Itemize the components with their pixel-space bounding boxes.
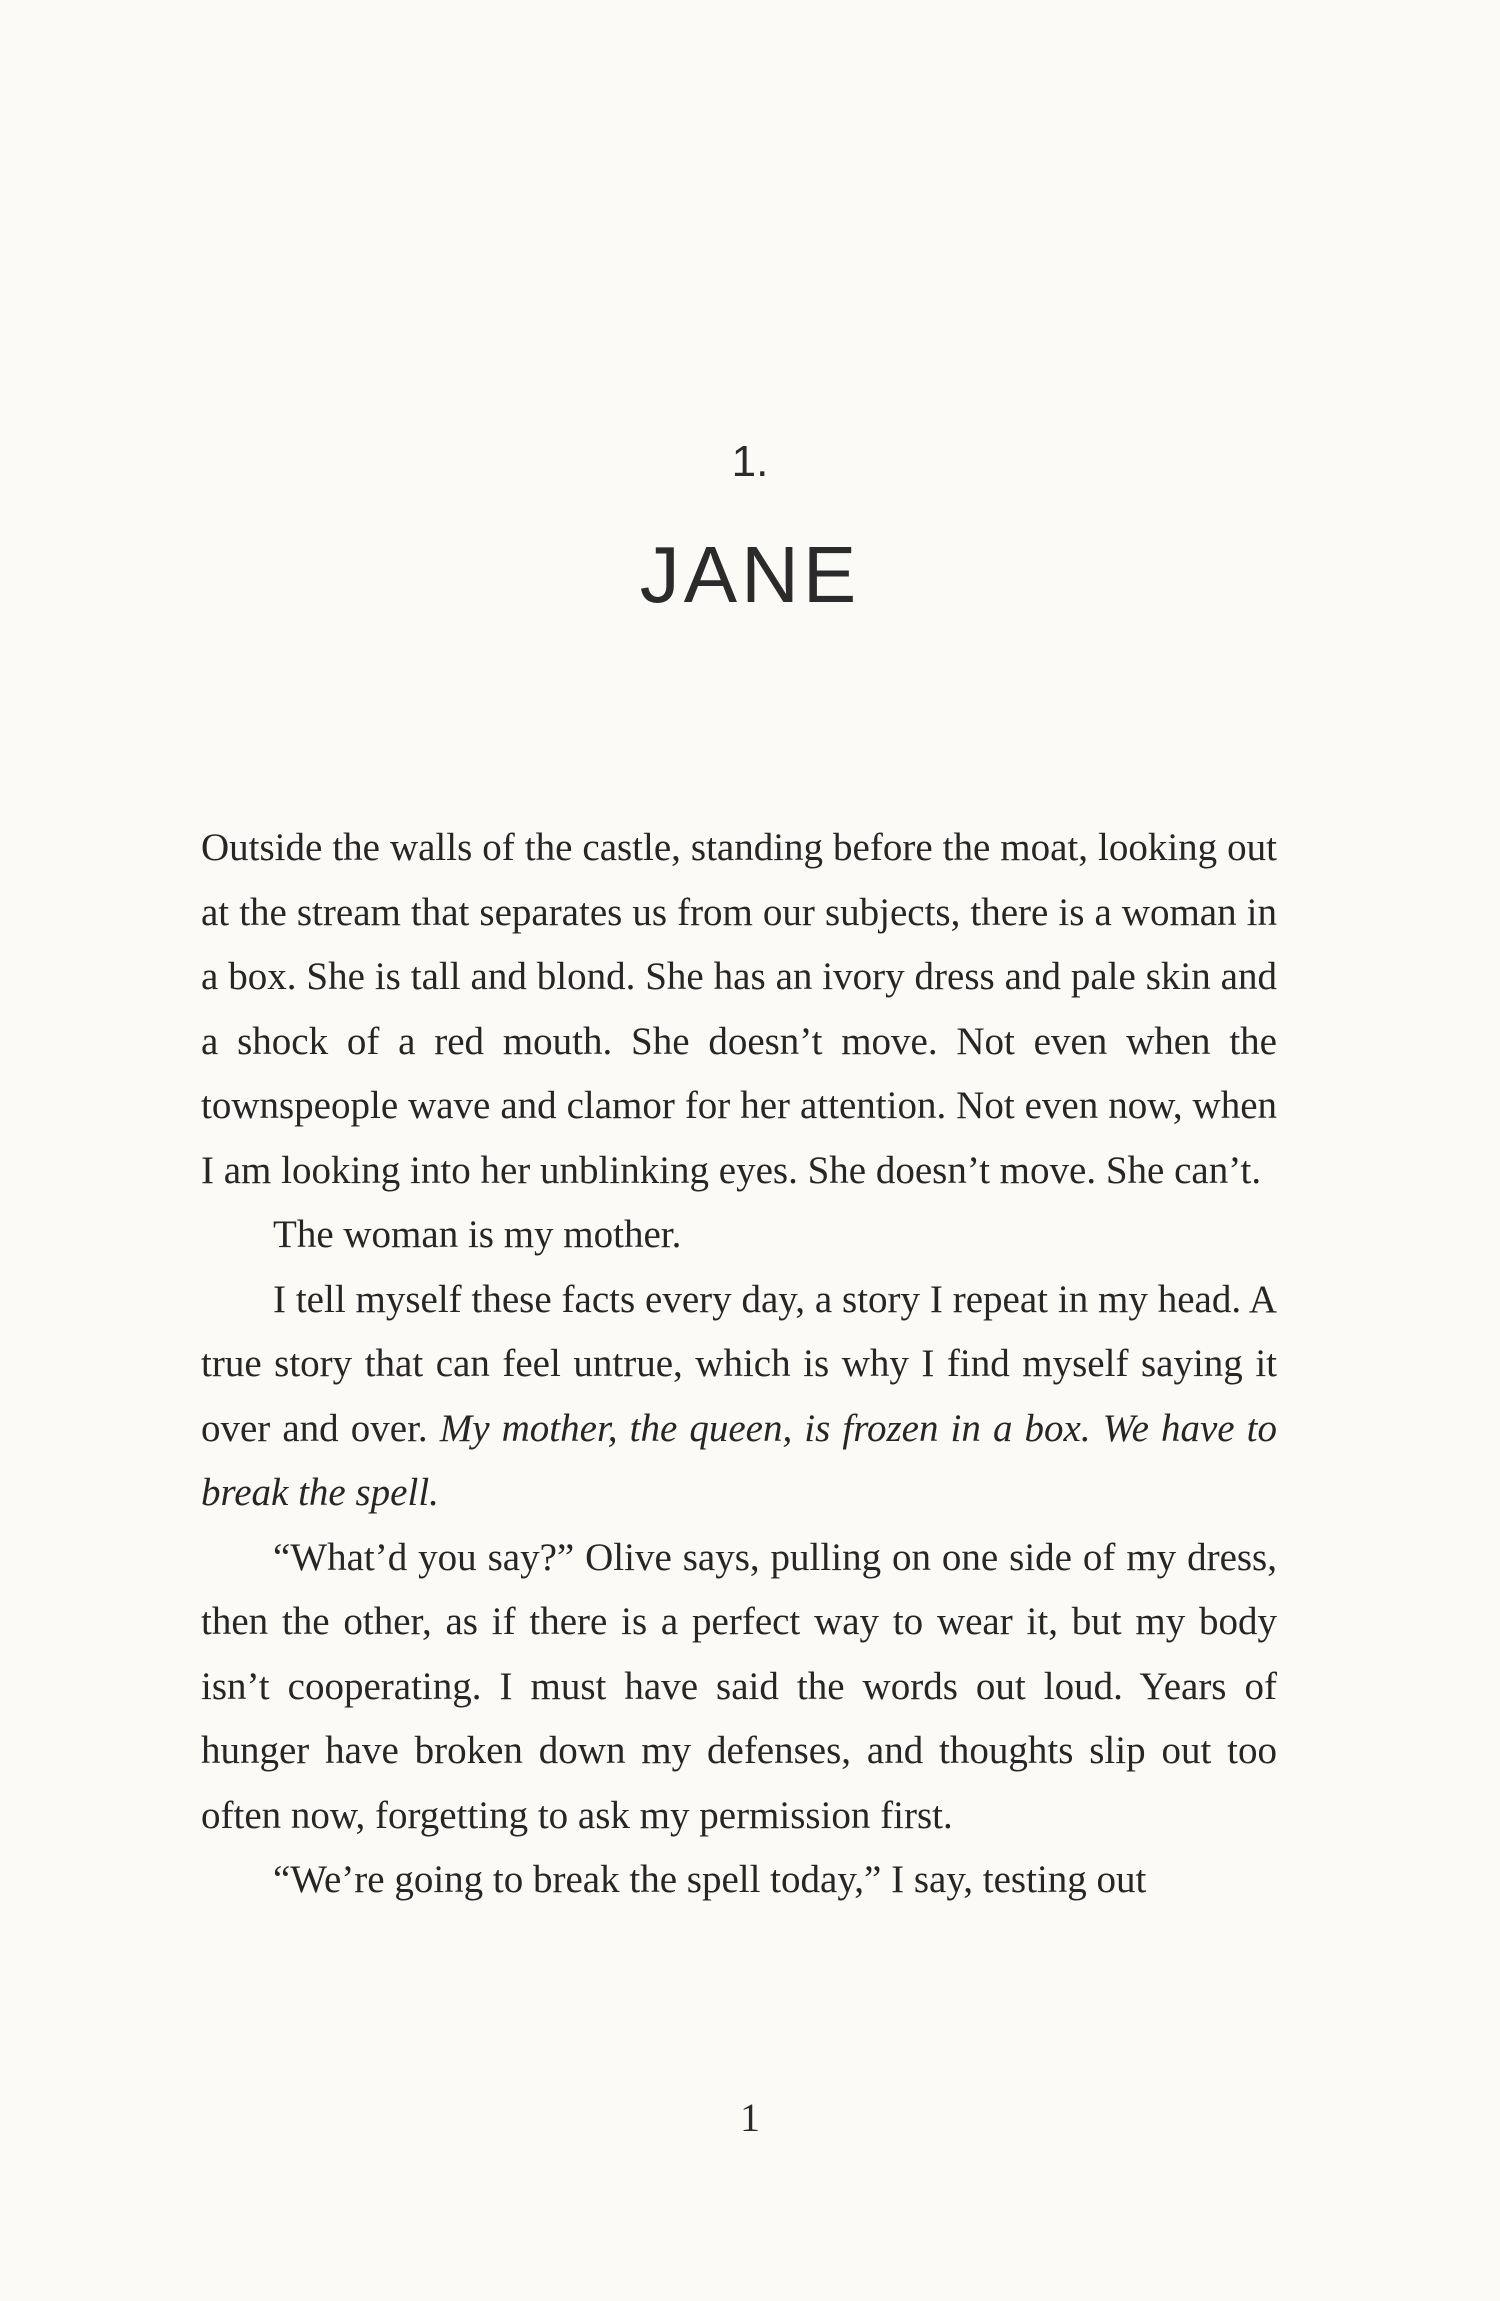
page-number: 1 — [740, 2095, 760, 2140]
paragraph-4: “What’d you say?” Olive says, pulling on one side of my dress, then the other, as if there is a perfect way to wear it, but my body isn’t cooperating. I must have said the words out loud. Years of hunger have broken down my defenses, and thoughts slip out too often now, forgetting to ask my permission first. — [201, 1535, 1277, 1837]
paragraph-1: Outside the walls of the castle, standing before the moat, looking out at the stream that separates us from our subjects, there is a woman in a box. She is tall and blond. She has an ivory dress and pale skin and a shock of a red mouth. She doesn’t move. Not even when the townspeople wave and clamor for her attention. Not even now, when I am looking into her unblinking eyes. She doesn’t move. She can’t. — [201, 826, 1277, 1192]
chapter-number: 1. — [731, 437, 769, 486]
chapter-title: JANE — [639, 530, 861, 619]
paragraph-5: “We’re going to break the spell today,” I say, testing out — [273, 1858, 1147, 1901]
body-text — [201, 816, 1277, 1913]
paragraph-2: The woman is my mother. — [273, 1213, 682, 1256]
italic-thought: My mother, the queen, is frozen in a box. We have to break the spell. — [201, 1406, 1277, 1514]
paragraph-3: I tell myself these facts every day, a story I repeat in my head. A true story that can feel untrue, which is why I find myself saying it over and over. My mother, the queen, is frozen in a box. We have to break the spell. — [201, 1277, 1277, 1514]
